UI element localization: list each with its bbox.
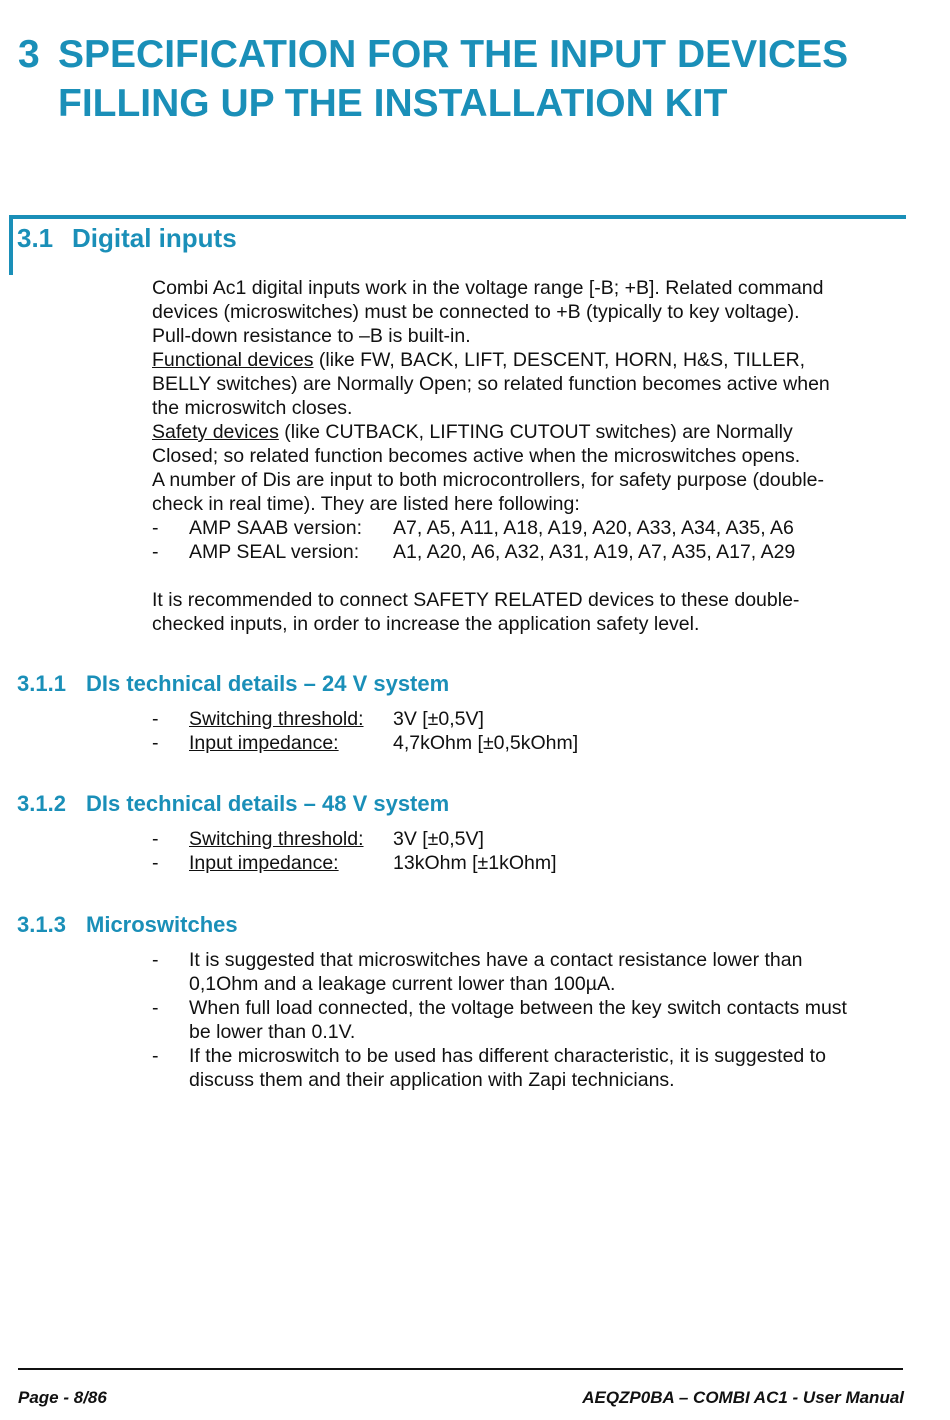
spec-label: Input impedance:	[189, 852, 339, 874]
subsection-title: DIs technical details – 48 V system	[86, 791, 450, 816]
body-line: Closed; so related function becomes active when the microswitches opens.	[152, 445, 801, 467]
spec-label: Input impedance:	[189, 732, 339, 754]
list-item-text	[189, 948, 802, 996]
version-row	[152, 540, 912, 564]
subsection-number: 3.1.1	[17, 671, 66, 696]
list-item-line: discuss them and their application with Zapi technicians.	[189, 1069, 675, 1091]
body-line: the microswitch closes.	[152, 397, 353, 419]
spec-value: 13kOhm [±1kOhm]	[393, 852, 557, 874]
list-item	[152, 1044, 912, 1092]
functional-devices-label: Functional devices	[152, 349, 314, 371]
spec-value: 4,7kOhm [±0,5kOhm]	[393, 732, 579, 754]
digital-inputs-body	[152, 276, 912, 636]
spec-row	[152, 707, 912, 731]
list-item-line: If the microswitch to be used has different characteristic, it is suggested to	[189, 1045, 826, 1067]
subsection-title: DIs technical details – 24 V system	[86, 671, 450, 696]
version-row	[152, 516, 912, 540]
section-title: Digital inputs	[72, 223, 237, 253]
chapter-title-line-2: FILLING UP THE INSTALLATION KIT	[58, 82, 728, 125]
spec-label: Switching threshold:	[189, 708, 364, 730]
functional-devices-text: (like FW, BACK, LIFT, DESCENT, HORN, H&S, TILLER,	[313, 349, 806, 371]
list-item	[152, 996, 912, 1044]
dash-bullet: -	[152, 828, 159, 850]
section-number: 3.1	[17, 223, 54, 253]
spec-row	[152, 731, 912, 755]
body-line: Pull-down resistance to –B is built-in.	[152, 325, 471, 347]
body-line: A number of Dis are input to both microcontrollers, for safety purpose (double-	[152, 469, 824, 491]
body-line: checked inputs, in order to increase the application safety level.	[152, 613, 700, 635]
body-line: BELLY switches) are Normally Open; so related function becomes active when	[152, 373, 830, 395]
section-rule-horizontal	[9, 215, 906, 219]
dash-bullet: -	[152, 852, 159, 874]
subsection-title: Microswitches	[86, 912, 238, 937]
body-line: check in real time). They are listed here following:	[152, 493, 580, 515]
chapter-number: 3	[18, 33, 40, 76]
subsection-number: 3.1.3	[17, 912, 66, 937]
spec-label: Switching threshold:	[189, 828, 364, 850]
list-item-text	[189, 996, 847, 1044]
safety-devices-text: (like CUTBACK, LIFTING CUTOUT switches) are Normally	[278, 421, 793, 443]
body-line: devices (microswitches) must be connected to +B (typically to key voltage).	[152, 301, 800, 323]
footer-rule	[18, 1368, 903, 1370]
spec-value: 3V [±0,5V]	[393, 828, 484, 850]
body-line: Combi Ac1 digital inputs work in the voltage range [-B; +B]. Related command	[152, 277, 824, 299]
version-inputs: A7, A5, A11, A18, A19, A20, A33, A34, A35, A6	[393, 517, 794, 539]
body-line: It is recommended to connect SAFETY RELATED devices to these double-	[152, 589, 800, 611]
functional-devices-line	[152, 348, 912, 372]
version-label: AMP SEAL version:	[189, 541, 360, 563]
spacer	[152, 564, 912, 588]
specs-24v	[152, 707, 912, 755]
list-item-line: 0,1Ohm and a leakage current lower than 100µA.	[189, 973, 616, 995]
chapter-title-line-1: SPECIFICATION FOR THE INPUT DEVICES	[58, 33, 849, 76]
dash-bullet: -	[152, 997, 159, 1019]
page-number: Page - 8/86	[18, 1388, 107, 1407]
safety-devices-line	[152, 420, 912, 444]
version-label: AMP SAAB version:	[189, 517, 363, 539]
subsection-number: 3.1.2	[17, 791, 66, 816]
list-item-line: It is suggested that microswitches have a contact resistance lower than	[189, 949, 803, 971]
section-rule-vertical	[9, 215, 13, 275]
list-item-line: When full load connected, the voltage between the key switch contacts must	[189, 997, 847, 1019]
version-inputs: A1, A20, A6, A32, A31, A19, A7, A35, A17, A29	[393, 541, 796, 563]
spec-row	[152, 827, 912, 851]
list-item-text	[189, 1044, 826, 1092]
chapter-title	[58, 30, 938, 128]
list-item	[152, 948, 912, 996]
document-id: AEQZP0BA – COMBI AC1 - User Manual	[582, 1388, 904, 1407]
list-item-line: be lower than 0.1V.	[189, 1021, 356, 1043]
dash-bullet: -	[152, 949, 159, 971]
dash-bullet: -	[152, 541, 159, 563]
microswitch-list	[152, 948, 912, 1092]
dash-bullet: -	[152, 1045, 159, 1067]
specs-48v	[152, 827, 912, 875]
dash-bullet: -	[152, 517, 159, 539]
safety-devices-label: Safety devices	[152, 421, 279, 443]
dash-bullet: -	[152, 708, 159, 730]
dash-bullet: -	[152, 732, 159, 754]
spec-value: 3V [±0,5V]	[393, 708, 484, 730]
spec-row	[152, 851, 912, 875]
